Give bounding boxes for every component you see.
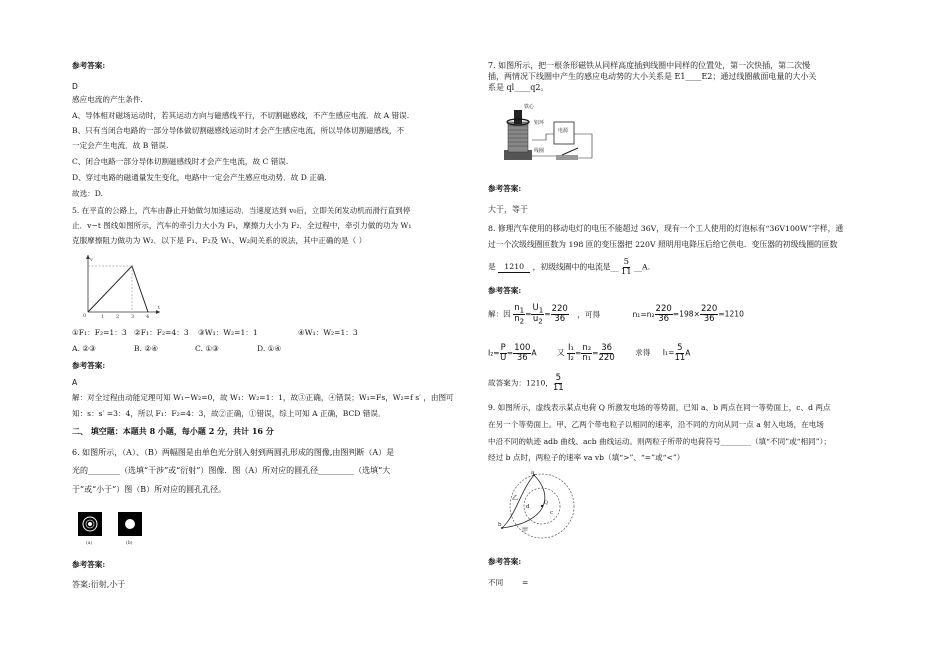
question-line: 止．v−t 图线如图所示，汽车的牵引力大小为 F₁，摩擦力大小为 F₂．全过程中，牵引力做的功为 W₁ [72, 221, 412, 230]
question-line: 于”或“小于”）图（B）所对应的圆孔孔径。 [72, 485, 227, 494]
choice-item: D. ①④ [257, 344, 282, 353]
vt-graph-tick: 4 [146, 314, 150, 318]
text: ，初级线圈中的电流是__ [532, 262, 619, 272]
text: 是 [488, 262, 496, 272]
denominator: 11 [620, 266, 632, 277]
question-line: 插，两情况下线圈中产生的感应电动势的大小关系是 E1____E2；通过线圈截面电量的大小关 [488, 72, 817, 81]
numerator: P [500, 343, 506, 353]
denominator: n₁ [582, 352, 592, 363]
denominator: 11 [674, 352, 686, 363]
text: = [506, 348, 514, 358]
numerator: n₂ [582, 343, 592, 353]
numerator: 5 [555, 373, 562, 383]
fig-label-jia: 甲 [522, 527, 529, 534]
fig-label-aluminum-ring: 铝环 [534, 120, 545, 126]
symbol: 2 [519, 316, 525, 326]
symbol: n [514, 303, 520, 313]
symbol: U [532, 303, 539, 313]
denominator: 36 [658, 314, 670, 325]
question-line: 在另一个等势面上。甲、乙两个带电粒子以相同的速率，沿不同的方向从同一点 a 射入电场，在电场 [488, 420, 824, 429]
symbol: 1 [519, 305, 525, 315]
option-item: ②F₁：F₂=4：3 [134, 328, 189, 337]
text: 故答案为：1210， [488, 378, 553, 388]
answer-line: 解：对全过程由动能定理可知 W₁−W₂=0，故 W₁：W₂=1：1，故③正确，④错误；W₁=Fs，W₂=f s′ ，由图可 [72, 393, 454, 402]
filled-blank: 1210 [498, 262, 530, 273]
answer-line: A、导体相对磁场运动时，若其运动方向与磁感线平行，不切割磁感线，不产生感应电流．故 A 错误. [72, 111, 410, 120]
fraction [513, 344, 531, 363]
text: A [531, 348, 537, 358]
equipotential-figure [498, 470, 578, 542]
fraction [531, 304, 544, 325]
question-line: 7. 如图所示，把一根条形磁铁从同样高度插到线圈中同样的位置处，第一次快插，第二次慢 [488, 61, 811, 70]
denominator: 11 [552, 382, 564, 393]
answer-value: 大于，等于 [488, 205, 528, 214]
coil-apparatus-figure [496, 100, 606, 170]
text: 解：因 [488, 309, 511, 319]
question-line: 中沿不同的轨迹 adb 曲线、acb 曲线运动。则两粒子所带的电荷符号________（填“不同”或“相同”）； [488, 437, 832, 446]
fraction [621, 258, 632, 277]
question-line: 光的________（选填“干涉”或“衍射”）图像．图（A）所对应的圆孔径_________（选填“大 [72, 466, 391, 475]
fraction [674, 344, 685, 363]
denominator: 36 [516, 352, 528, 363]
numerator: 100 [514, 343, 531, 353]
numerator: I₁ [568, 343, 574, 353]
fig-label-Q: Q [544, 500, 549, 506]
solution-line: 解：因 $\frac{n_1}{n_2}$ = $\frac{U_1}{u_2}$ = $\frac{220}{36}$ ，可得 n₁=n₂ $\frac{220}{36}$ =198× $\frac{220}{36}$ =1210 [488, 303, 744, 326]
answer-value: D [72, 82, 78, 91]
denominator: 36 [554, 314, 566, 325]
fraction [513, 304, 525, 325]
question-line: 6. 如图所示，（A）、（B）两幅图是由单色光分别入射到两圆孔形成的图像,由图判断（A）是 [72, 448, 395, 457]
text: n₁=n₂ [632, 309, 655, 319]
option-item: ①F₁：F₂=1：3 [72, 328, 127, 337]
text: 又 [557, 348, 565, 358]
option-item: ④W₁：W₂=1：3 [298, 328, 358, 337]
figure-label-b: (b) [126, 541, 133, 546]
numerator: 220 [655, 304, 672, 315]
answer-value: = [522, 578, 529, 587]
text: A [685, 348, 691, 358]
answer-line: C、闭合电路一部分导体切割磁感线时才会产生电流，故 C 错误. [72, 157, 289, 166]
vt-graph-tick: 3 [131, 314, 135, 318]
denominator: U [500, 352, 507, 363]
answer-heading: 参考答案: [72, 560, 106, 569]
question-line: 过一个次级线圈匝数为 198 匝的变压器把 220V 照明用电降压后给它供电．变压器的初级线圈的匝数 [488, 240, 838, 249]
answer-line: 感应电流的产生条件. [72, 95, 143, 104]
numerator: 220 [701, 304, 718, 315]
numerator: 220 [551, 304, 568, 315]
fraction [567, 344, 575, 363]
answer-heading: 参考答案: [72, 361, 106, 370]
fig-label-coil: 线圈 [534, 148, 545, 154]
answer-line: 知：s：s′ =3：4，所以 F₁：F₂=4：3，故②正确，①错误，综上可知 A 正确，BCD 错误． [72, 409, 386, 418]
text: =198× [672, 309, 701, 319]
symbol: u [532, 314, 539, 325]
question-line: 克服摩擦阻力做功为 W₂．以下是 F₁、F₂及 W₁、W₂间关系的说法，其中正确的是（ ） [72, 236, 367, 245]
answer-value: 答案:衍射,小于 [72, 580, 126, 589]
answer-value: A [72, 378, 78, 387]
question-line: 5. 在平直的公路上，汽车由静止开始做匀加速运动．当速度达到 v₀后，立即关闭发动机而滑行直到停 [72, 206, 411, 215]
section-title: 二、 填空题：本题共 8 小题，每小题 2 分，共计 16 分 [72, 426, 274, 436]
diffraction-figure [78, 512, 144, 546]
fig-label-b: b [498, 522, 502, 528]
figure-label-a: (a) [86, 541, 93, 546]
vt-graph-ylabel: v [90, 257, 93, 263]
text: 求得 [635, 348, 651, 358]
symbol: 1 [538, 305, 544, 315]
question-line: 系是 ql____q2。 [488, 83, 549, 92]
fig-label-power-source: 电源 [558, 128, 569, 134]
denominator: I₂ [568, 352, 574, 363]
numerator: 36 [601, 343, 613, 353]
text: I₁= [662, 348, 675, 358]
denominator: 36 [703, 314, 715, 325]
solution-line [488, 374, 564, 393]
choice-item: B. ②④ [134, 344, 159, 353]
text: =1210 [718, 309, 744, 319]
text: __A. [634, 262, 651, 272]
answer-heading: 参考答案: [488, 184, 522, 193]
fig-label-c: c [550, 510, 554, 516]
vt-graph-origin: 0 [83, 313, 87, 318]
fraction [599, 344, 615, 363]
vt-graph-tick: 1 [101, 314, 105, 318]
fig-label-d: d [526, 504, 530, 510]
text: I₂= [488, 348, 500, 358]
answer-heading: 参考答案: [488, 286, 522, 295]
fraction [553, 374, 564, 393]
question-line-with-blank [488, 258, 650, 277]
solution-line: I₂= $\frac{P}{U}$ = $\frac{100}{36}$ A 又 $\frac{\text{I₁}}{\text{I₂}}$ = $\frac{\text{n₂}}{\text{n₁}}$ = $\frac{36}{220}$ 求得 I₁= $\frac{5}{11}$ A [488, 343, 691, 363]
answer-heading: 参考答案: [72, 61, 106, 70]
vt-graph-xlabel: t [158, 305, 161, 311]
answer-line: 一定会产生电流．故 B 错误. [72, 141, 169, 150]
question-line: 9. 如图所示，虚线表示某点电荷 Q 所激发电场的等势面，已知 a、b 两点在同一等势面上，c、d 两点 [488, 403, 831, 412]
choice-item: C. ①③ [195, 344, 219, 353]
question-line: 经过 b 点时，两粒子的速率 va vb（填“>”、“=”或“<”） [488, 453, 685, 462]
answer-line: D、穿过电路的磁通量发生变化，电路中一定会产生感应电动势．故 D 正确. [72, 173, 327, 182]
answer-line: B、只有当闭合电路的一部分导体做切割磁感线运动时才会产生感应电流，所以导体切割磁感线，不 [72, 126, 405, 135]
fraction [551, 305, 569, 324]
question-line: 8. 修理汽车使用的移动电灯的电压不能超过 36V，现有一个工人使用的灯泡标有“36V100W”字样，通 [488, 224, 844, 233]
fraction [500, 344, 507, 363]
answer-heading: 参考答案: [488, 557, 522, 566]
denominator: 220 [598, 352, 615, 363]
option-item: ③W₁：W₂=1：1 [198, 328, 258, 337]
fig-label-iron-core: 铁心 [524, 104, 535, 110]
fig-label-a: a [531, 470, 535, 476]
fig-label-yi: 乙 [512, 495, 519, 502]
vt-graph-tick: 2 [116, 314, 120, 318]
fraction [581, 344, 592, 363]
fraction [700, 305, 718, 324]
text: ，可得 [577, 309, 601, 319]
choice-item: A. ②③ [72, 344, 96, 353]
numerator: 5 [623, 257, 629, 267]
symbol: n [514, 314, 520, 325]
answer-line: 故选：D. [72, 189, 104, 198]
answer-value: 不同 [488, 578, 504, 587]
symbol: 2 [538, 316, 543, 326]
numerator: 5 [677, 343, 683, 353]
fraction [655, 305, 673, 324]
vt-graph-figure [76, 252, 166, 318]
